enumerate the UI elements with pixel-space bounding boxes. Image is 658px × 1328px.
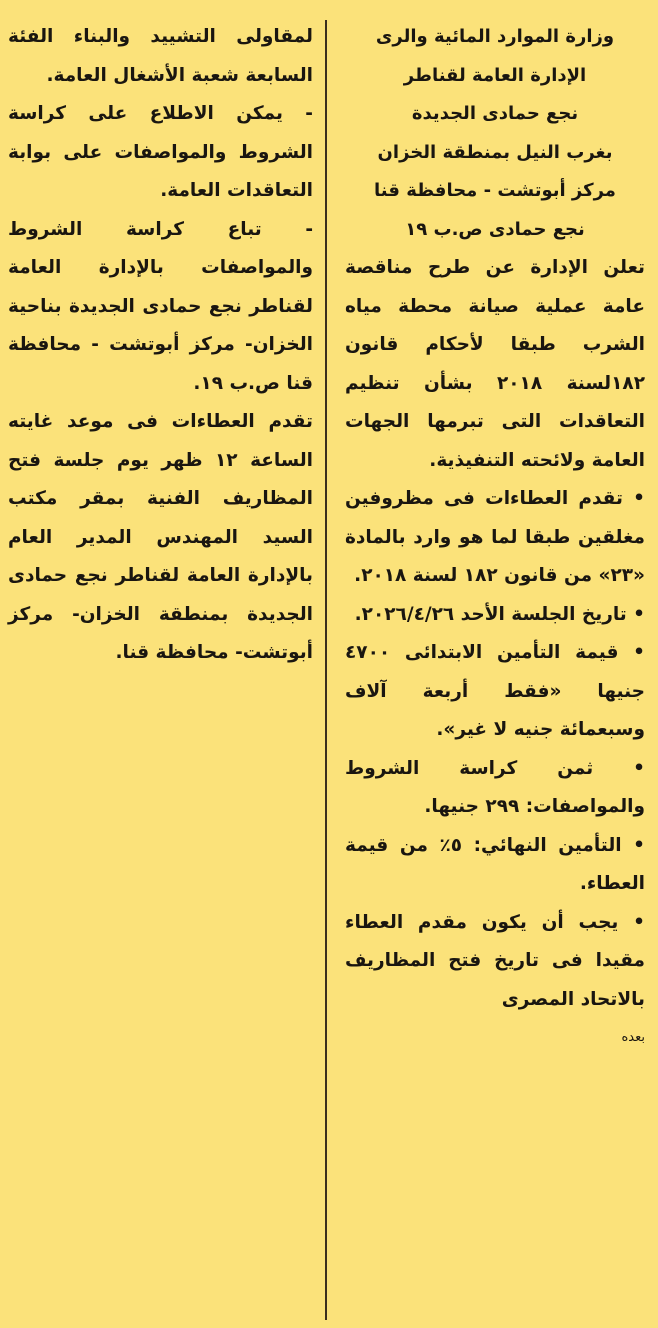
barrage-name: نجع حمادى الجديدة — [411, 103, 579, 124]
right-column — [345, 18, 645, 1057]
portal-notice: - يمكن الاطلاع على كراسة الشروط والمواصفات على بوابة التعاقدات العامة. — [8, 103, 313, 201]
bullet-initial-insurance: • قيمة التأمين الابتدائى ٤٧٠٠ جنيها «فقط أربعة آلاف وسبعمائة جنيه لا غير». — [345, 642, 645, 740]
bullet-final-insurance: • التأمين النهائي: ٥٪ من قيمة العطاء. — [345, 834, 646, 894]
tender-intro: تعلن الإدارة عن طرح مناقصة عامة عملية صيانة محطة مياه الشرب طبقا لأحكام قانون ١٨٢لسنة ٢٠١٨ بشأن تنظيم التعاقدات التى تبرمها الجهات العامة ولائحته التنفيذية. — [345, 257, 645, 471]
bullet-envelopes: • تقدم العطاءات فى مظروفين مغلقين طبقا لما هو وارد بالمادة «٢٣» من قانون ١٨٢ لسنة ٢٠١٨. — [345, 488, 645, 586]
bullet-booklet-price: • ثمن كراسة الشروط والمواصفات: ٢٩٩ جنيها. — [345, 757, 645, 817]
submission-deadline: تقدم العطاءات فى موعد غايته الساعة ١٢ ظهر يوم جلسة فتح المظاريف الفنية بمقر مكتب السيد المهندس المدير العام بالإدارة العامة لقناطر نجع حمادى الجديدة بمنطقة الخزان- مركز أبوتشت- محافظة قنا. — [8, 411, 313, 663]
po-box-line: نجع حمادى ص.ب ١٩ — [405, 218, 585, 240]
bullet-session-date: • تاريخ الجلسة الأحد ٢٠٢٦/٤/٢٦. — [354, 603, 645, 625]
ministry-name: وزارة الموارد المائية والرى — [375, 26, 615, 47]
location-line: بغرب النيل بمنطقة الخزان — [377, 141, 613, 163]
booklet-sale-notice: - تباع كراسة الشروط والمواصفات بالإدارة العامة لقناطر نجع حمادى الجديدة بناحية الخزان- مركز أبوتشت - محافظة قنا ص.ب ١٩. — [8, 218, 313, 394]
left-column — [8, 18, 313, 673]
contractor-category: لمقاولى التشييد والبناء الفئة السابعة شعبة الأشغال العامة. — [8, 26, 313, 86]
continued-label: بعده — [621, 1030, 645, 1045]
bullet-registration: • يجب أن يكون مقدم العطاء مقيدا فى تاريخ فتح المظاريف بالاتحاد المصرى — [345, 911, 645, 1010]
column-divider — [325, 20, 327, 1320]
administration-name: الإدارة العامة لقناطر — [403, 64, 587, 86]
district-line: مركز أبوتشت - محافظة قنا — [374, 180, 616, 201]
